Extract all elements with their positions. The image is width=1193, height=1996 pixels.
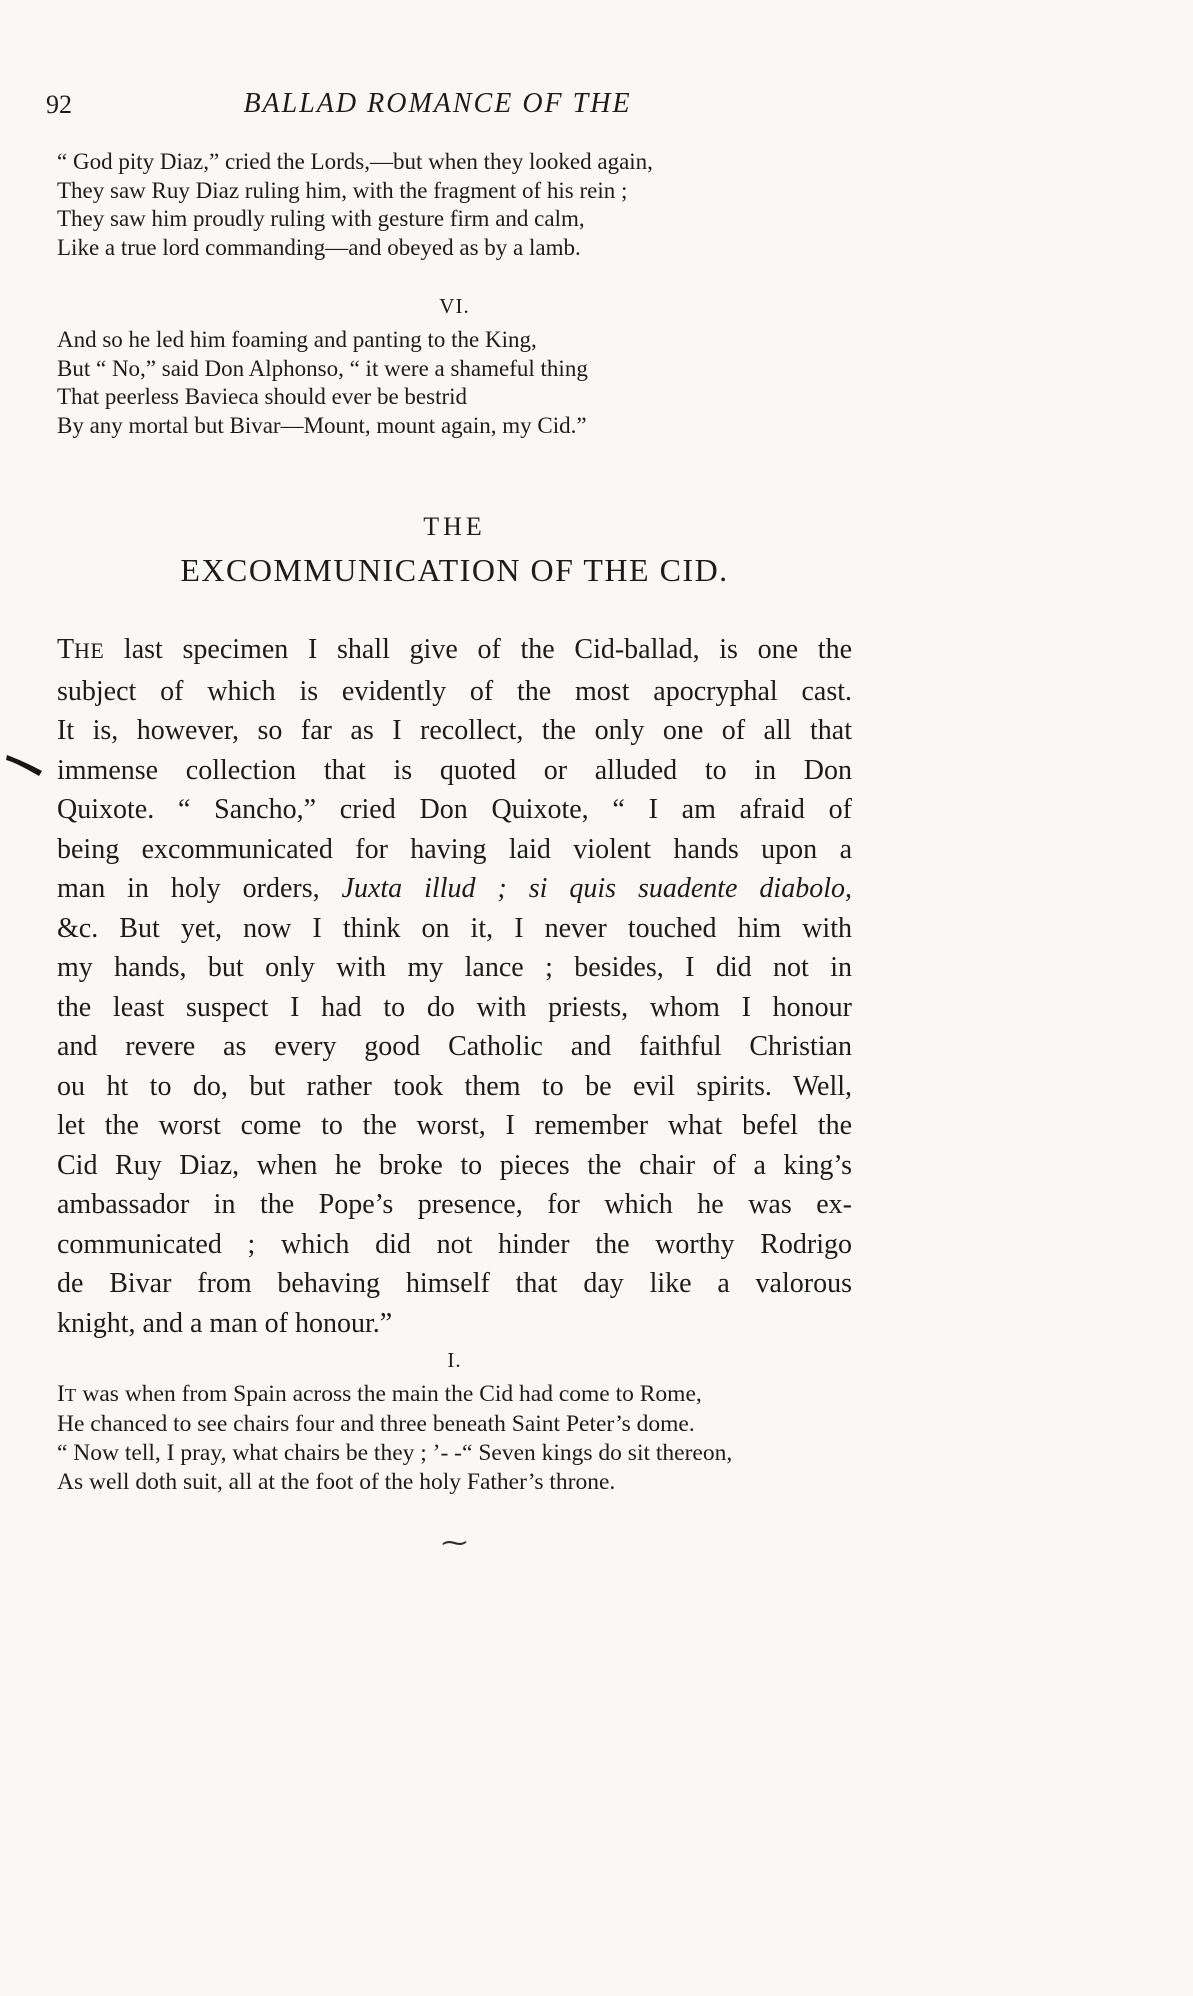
text-line [57,177,852,206]
text-run: last specimen I shall give of the Cid-ballad, is one the [104,634,852,665]
text-line [57,1264,852,1304]
text-run: It is, however, so far as I recollect, the only one of all that [57,715,852,746]
text-run: Cid Ruy Diaz, when he broke to pieces the chair of a king’s [57,1149,852,1181]
text-line [57,1468,852,1497]
text-run: de Bivar from behaving himself that day like a valorous [57,1268,852,1299]
text-run: I [57,1381,65,1407]
text-run: knight, and a man of honour.” [57,1307,393,1339]
text-line [57,412,852,441]
text-run: let the worst come to the worst, I remember what befel the [57,1110,852,1141]
text-line [57,1106,852,1146]
stanza-vi [57,326,852,440]
text-run: “ Now tell, I pray, what chairs be they ; ’- -“ Seven kings do sit thereon, [57,1440,733,1466]
text-run: And so he led him foaming and panting to the King, [57,327,537,352]
text-line [57,1304,852,1344]
text-line [57,751,852,791]
chapter-pretitle: THE [423,512,486,541]
text-line [57,1067,852,1107]
text-line [57,869,852,909]
text-line [57,1146,852,1186]
text-run: communicated ; which did not hinder the worthy Rodrigo [57,1228,852,1260]
text-run: But “ No,” said Don Alphonso, “ it were a shameful thing [57,355,588,381]
stanza-i [57,1380,852,1497]
text-line [57,948,852,988]
text-run: They saw him proudly ruling with gesture firm and calm, [57,206,585,232]
running-header: BALLAD ROMANCE OF THE [243,88,632,119]
text-line [57,234,852,263]
margin-pen-mark [5,752,45,778]
text-line [57,988,852,1028]
text-line [57,790,852,830]
introduction-paragraph [57,630,852,1343]
text-run: being excommunicated for having laid violent hands upon a [57,833,852,865]
text-line [57,909,852,949]
text-run: Like a true lord commanding—and obeyed as by a lamb. [57,234,581,260]
text-line [57,711,852,751]
text-line [57,630,852,672]
text-line [57,830,852,870]
text-run: That peerless Bavieca should ever be bestrid [57,384,468,410]
text-run: ou ht to do, but rather took them to be evil spirits. Well, [57,1070,852,1102]
text-run: &c. But yet, now I think on it, I never touched him with [57,912,852,944]
smallcaps-text: T [64,1385,77,1405]
section-label-i: I. [447,1348,462,1372]
text-run: my hands, but only with my lance ; besides, I did not in [57,952,852,983]
text-line [57,1225,852,1265]
text-run: subject of which is evidently of the most apocryphal cast. [57,675,852,707]
smallcaps-text: HE [74,639,105,663]
pen-stroke-icon [5,752,45,778]
section-label-vi: VI. [439,294,470,318]
text-run: was when from Spain across the main the Cid had come to Rome, [76,1381,702,1407]
text-line [57,355,852,384]
text-line [57,205,852,234]
text-line [57,1027,852,1067]
text-line [57,1439,852,1468]
text-run: ambassador in the Pope’s presence, for which he was ex- [57,1189,852,1220]
text-line [57,383,852,412]
text-run: man in holy orders, [57,873,342,904]
text-line [57,148,852,177]
stanza-v [57,148,852,262]
text-line [57,672,852,712]
text-run: the least suspect I had to do with priests, whom I honour [57,991,852,1023]
text-run: “ God pity Diaz,” cried the Lords,—but when they looked again, [57,149,653,174]
text-run: He chanced to see chairs four and three beneath Saint Peter’s dome. [57,1411,695,1437]
bottom-mark: ⁓ [441,1528,468,1557]
text-line [57,1410,852,1439]
text-run: immense collection that is quoted or alluded to in Don [57,754,852,786]
text-run: By any mortal but Bivar—Mount, mount again, my Cid.” [57,412,587,438]
text-line [57,1185,852,1225]
text-run: Quixote. “ Sancho,” cried Don Quixote, “ I am afraid of [57,794,852,825]
text-run: As well doth suit, all at the foot of the holy Father’s throne. [57,1469,616,1495]
text-run: They saw Ruy Diaz ruling him, with the fragment of his rein ; [57,177,628,203]
text-run: and revere as every good Catholic and faithful Christian [57,1031,852,1062]
text-line [57,326,852,355]
text-run: T [57,634,75,665]
text-line [57,1380,852,1410]
page-number: 92 [46,90,72,119]
chapter-title: EXCOMMUNICATION OF THE CID. [180,552,729,588]
italic-text: Juxta illud ; si quis suadente diabolo, [341,873,852,904]
